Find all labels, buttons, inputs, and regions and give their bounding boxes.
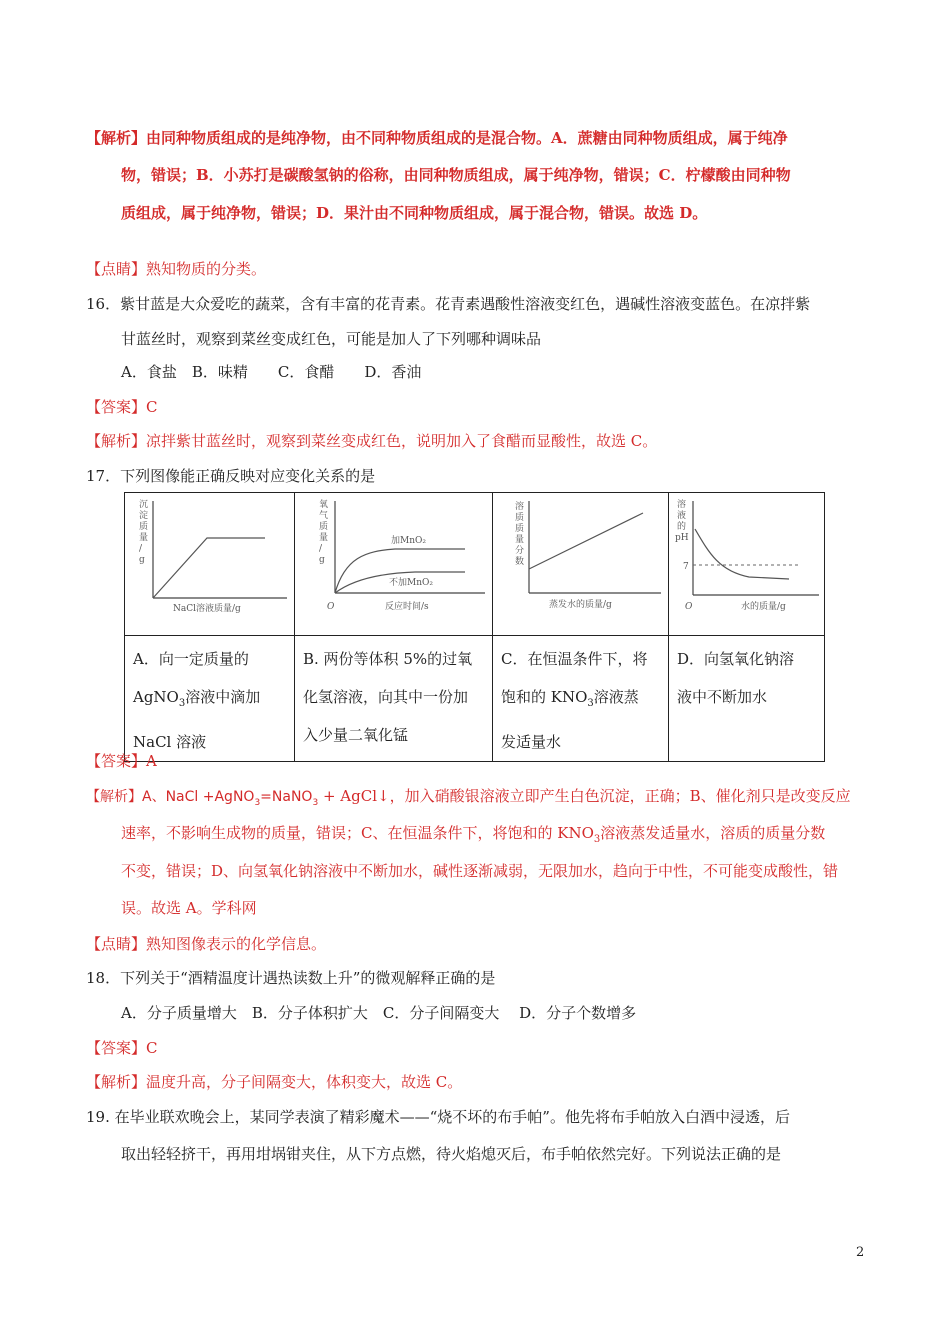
q17-option-d-line2: 液中不断加水 <box>677 688 768 706</box>
q17-analysis-line4: 误。故选 A。学科网 <box>121 899 257 917</box>
q16-options: A．食盐 B．味精 C．食醋 D．香油 <box>121 363 422 381</box>
graph-b-ylabel-3: 质 <box>319 522 329 532</box>
analysis-15-line3: 质组成，属于纯净物，错误；D．果汁由不同种物质组成，属于混合物，错误。故选 D。 <box>121 204 708 222</box>
graph-c-ylabel-3: 质 <box>515 524 525 534</box>
q19-stem-line1: 19. 在毕业联欢晚会上，某同学表演了精彩魔术——“烧不坏的布手帕”。他先将布手帕放入白酒中浸透，后 <box>86 1108 790 1126</box>
graph-b-ylabel-5: / <box>319 544 323 554</box>
dianjing-15: 【点睛】熟知物质的分类。 <box>86 260 267 278</box>
graph-c-ylabel-2: 质 <box>515 513 525 523</box>
graph-d-xlabel: 水的质量/g <box>741 602 786 612</box>
q16-analysis: 【解析】凉拌紫甘蓝丝时，观察到菜丝变成红色，说明加入了食醋而显酸性，故选 C。 <box>86 432 658 450</box>
graph-b <box>295 493 491 635</box>
graph-b-cell <box>295 493 493 636</box>
graph-a-cell <box>125 493 295 636</box>
q16-answer: 【答案】C <box>86 398 158 416</box>
q17-option-b-line1: B. 两份等体积 5%的过氧 <box>303 650 473 668</box>
q17-option-c-line2: 饱和的 $KNO_3$溶液蒸 <box>501 688 639 709</box>
q17-option-b-line2: 化氢溶液，向其中一份加 <box>303 688 469 706</box>
q17-analysis-line3: 不变，错误；D、向氢氧化钠溶液中不断加水，碱性逐渐减弱，无限加水，趋向于中性，不可能变成酸性，错 <box>121 862 839 880</box>
graph-d-ylabel-4: pH <box>675 533 689 543</box>
graph-a-ylabel-5: / <box>139 544 143 554</box>
q18-answer: 【答案】C <box>86 1039 158 1057</box>
graph-d-curve <box>695 529 789 579</box>
graph-d-origin: O <box>685 602 693 612</box>
q17-option-a-line3: NaCl 溶液 <box>133 733 207 751</box>
graph-d <box>669 493 823 635</box>
q18-stem: 18．下列关于“酒精温度计遇热读数上升”的微观解释正确的是 <box>86 969 496 987</box>
q17-table <box>124 492 825 762</box>
graph-b-curve2-label: 不加MnO₂ <box>389 578 433 588</box>
graph-d-cell <box>669 493 825 636</box>
graph-a-curve <box>153 538 265 598</box>
graph-d-ylabel-2: 液 <box>677 511 687 521</box>
graph-c-ylabel-5: 分 <box>515 546 525 556</box>
q17-dianjing: 【点睛】熟知图像表示的化学信息。 <box>86 935 327 953</box>
graph-b-ylabel-1: 氧 <box>319 500 329 510</box>
q18-analysis: 【解析】温度升高，分子间隔变大，体积变大，故选 C。 <box>86 1073 463 1091</box>
graph-d-ylabel-1: 溶 <box>677 500 687 510</box>
q17-answer: 【答案】A <box>86 752 157 770</box>
analysis-15-line2: 物，错误；B．小苏打是碳酸氢钠的俗称，由同种物质组成，属于纯净物，错误；C．柠檬酸由同种物 <box>121 166 791 184</box>
graph-a-xlabel: NaCl溶液质量/g <box>173 604 241 614</box>
graph-b-ylabel-6: g <box>319 555 325 565</box>
graph-a <box>125 493 293 635</box>
graph-c-ylabel-1: 溶 <box>515 502 525 512</box>
graph-a-ylabel-6: g <box>139 555 145 565</box>
analysis-15-line1: 【解析】由同种物质组成的是纯净物，由不同种物质组成的是混合物。A．蔗糖由同种物质组成，属于纯净 <box>86 129 788 147</box>
q17-option-a-line2: AgNO$_3$溶液中滴加 <box>133 688 261 709</box>
graph-b-xlabel: 反应时间/s <box>385 602 429 612</box>
q17-option-d <box>669 636 825 762</box>
graph-c-ylabel-6: 数 <box>515 557 525 567</box>
graph-b-ylabel-2: 气 <box>319 511 329 521</box>
q17-analysis-line2: 速率，不影响生成物的质量，错误；C、在恒温条件下，将饱和的 $KNO_3$溶液蒸发适量水，溶质的质量分数 <box>121 824 826 845</box>
q18-options: A．分子质量增大 B．分子体积扩大 C．分子间隔变大 D．分子个数增多 <box>121 1004 637 1022</box>
q16-stem-line2: 甘蓝丝时，观察到菜丝变成红色，可能是加人了下列哪种调味品 <box>121 330 542 348</box>
graph-b-ylabel-4: 量 <box>319 533 329 543</box>
graph-a-ylabel-4: 量 <box>139 533 149 543</box>
q17-option-d-line1: D．向氢氧化钠溶 <box>677 650 795 668</box>
graph-b-origin: O <box>327 602 335 612</box>
graph-c-cell <box>493 493 669 636</box>
q17-stem: 17．下列图像能正确反映对应变化关系的是 <box>86 467 376 485</box>
graph-d-mark-7: 7 <box>683 562 689 572</box>
graph-a-ylabel-3: 质 <box>139 522 149 532</box>
q17-option-b-line3: 入少量二氧化锰 <box>303 726 409 744</box>
q19-stem-line2: 取出轻轻挤干，再用坩埚钳夹住，从下方点燃，待火焰熄灭后，布手帕依然完好。下列说法正确的是 <box>121 1145 782 1163</box>
q17-option-a-line1: A．向一定质量的 <box>133 650 249 668</box>
q17-option-c-line3: 发适量水 <box>501 733 562 751</box>
q16-stem-line1: 16．紫甘蓝是大众爱吃的蔬菜，含有丰富的花青素。花青素遇酸性溶液变红色，遇碱性溶液变蓝色。在凉拌紫 <box>86 295 811 313</box>
graph-a-ylabel-2: 淀 <box>139 511 149 521</box>
graph-c-curve <box>529 513 643 569</box>
q17-option-a <box>125 636 295 762</box>
q17-option-c <box>493 636 669 762</box>
q17-option-b <box>295 636 493 762</box>
page-number: 2 <box>856 1245 865 1260</box>
graph-d-ylabel-3: 的 <box>677 522 687 532</box>
graph-c-ylabel-4: 量 <box>515 535 525 545</box>
graph-c <box>493 493 667 635</box>
graph-b-curve1-label: 加MnO₂ <box>391 536 426 546</box>
graph-c-xlabel: 蒸发水的质量/g <box>549 600 612 610</box>
q17-analysis-line1: 【解析】A、NaCl +AgNO$_3$=NaNO$_3$ + AgCl↓，加入硝酸银溶液立即产生白色沉淀，正确；B、催化剂只是改变反应 <box>86 787 851 808</box>
graph-a-ylabel-1: 沉 <box>139 500 149 510</box>
q17-option-c-line1: C．在恒温条件下，将 <box>501 650 648 668</box>
